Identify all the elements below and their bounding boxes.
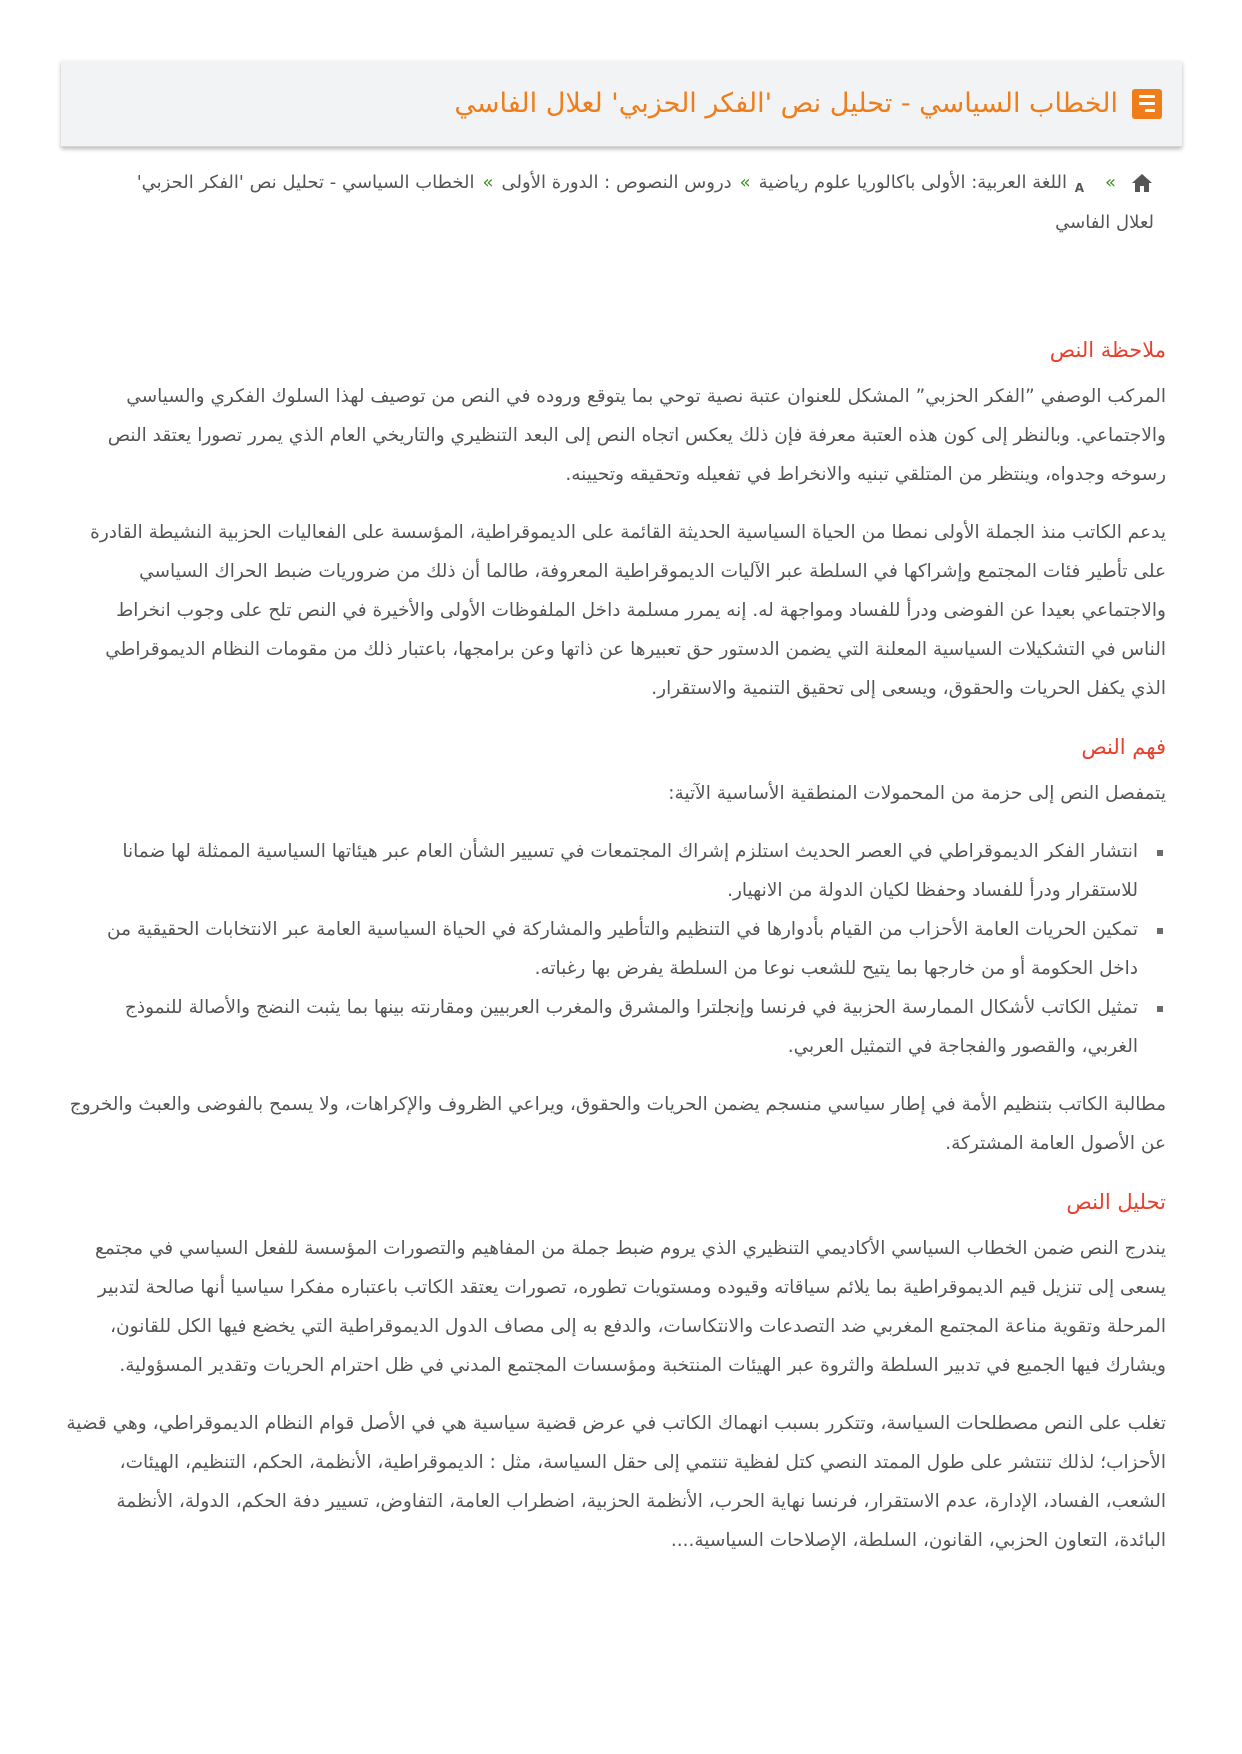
paragraph: يندرج النص ضمن الخطاب السياسي الأكاديمي التنظيري الذي يروم ضبط جملة من المفاهيم والتصورات المؤسسة للفعل السياسي في مجتمع يسعى إلى تنزيل قيم الديموقراطية بما يلائم سياقاته وقيوده ومستويات تطوره، تصورات يعتقد الكاتب باعتباره مفكرا سياسيا أنها صالحة لتدبير المرحلة وتقوية مناعة المجتمع المغربي ضد التصدعات والانتكاسات، والدفع به إلى مصاف الدول الديموقراطية التي يخضع فيها الكل للقانون، ويشارك فيها الجميع في تدبير السلطة والثروة عبر الهيئات المنتخبة ومؤسسات المجتمع المدني في ظل احترام الحريات وتقدير المسؤولية. [95, 1238, 1166, 1376]
section-heading-observation: ملاحظة النص [1049, 338, 1166, 362]
paragraph: المركب الوصفي ”الفكر الحزبي” المشكل للعنوان عتبة نصية توحي بما يتوقع وروده في النص من توصيف لهذا السلوك الفكري والسياسي والاجتماعي. وبالنظر إلى كون هذه العتبة معرفة فإن ذلك يعكس اتجاه النص إلى البعد التنظيري والتاريخي العام الذي يمرر تصورا يعتقد النص رسوخه وجدواه، وينتظر من المتلقي تبنيه والانخراط في تفعيله وتحقيقه وتحيينه. [107, 386, 1166, 485]
list-item: تمكين الحريات العامة الأحزاب من القيام بأدوارها في التنظيم والتأطير والمشاركة في الحياة السياسية العامة عبر الانتخابات الحقيقية من داخل الحكومة أو من خارجها بما يتيح للشعب نوعا من السلطة يفرض بها رغباته. [66, 910, 1138, 988]
svg-text:A: A [1074, 181, 1084, 194]
breadcrumb-separator: » [482, 172, 494, 193]
breadcrumb-item-current: الخطاب السياسي - تحليل نص 'الفكر الحزبي' لعلال الفاسي [136, 172, 1154, 233]
list-item: انتشار الفكر الديموقراطي في العصر الحديث استلزم إشراك المجتمعات في تسيير الشأن العام عبر هيئاتها السياسية الممثلة لها ضمانا للاستقرار ودرأ للفساد وحفظا لكيان الدولة من الانهيار. [66, 832, 1138, 910]
section-heading-analysis: تحليل النص [1066, 1190, 1166, 1214]
article-body [66, 330, 1166, 1579]
breadcrumb-item-subject[interactable]: اللغة العربية: الأولى باكالوريا علوم رياضية [758, 172, 1067, 193]
translate-icon [1073, 172, 1097, 194]
breadcrumb-separator: » [1104, 172, 1116, 193]
paragraph: يدعم الكاتب منذ الجملة الأولى نمطا من الحياة السياسية الحديثة القائمة على الديموقراطية، المؤسسة على الفعاليات الحزبية النشيطة القادرة على تأطير فئات المجتمع وإشراكها في السلطة عبر الآليات الديموقراطية المعروفة، طالما أن ذلك من ضروريات ضبط الحراك السياسي والاجتماعي بعيدا عن الفوضى ودرأ للفساد ومواجهة له. إنه يمرر مسلمة داخل الملفوظات الأولى والأخيرة في النص تلح على وجوب انخراط الناس في التشكيلات السياسية المعلنة التي يضمن الدستور حق تعبيرها عن ذاتها وعن برامجها، باعتبار ذلك من مقومات النظام الديموقراطي الذي يكفل الحريات والحقوق، ويسعى إلى تحقيق التنمية والاستقرار. [90, 522, 1166, 699]
paragraph: يتمفصل النص إلى حزمة من المحمولات المنطقية الأساسية الآتية: [668, 783, 1166, 804]
paragraph: مطالبة الكاتب بتنظيم الأمة في إطار سياسي منسجم يضمن الحريات والحقوق، ويراعي الظروف والإكراهات، ولا يسمح بالفوضى والعبث والخروج عن الأصول العامة المشتركة. [69, 1094, 1166, 1154]
breadcrumb-item-category[interactable]: دروس النصوص : الدورة الأولى [501, 172, 732, 193]
bullet-list [66, 832, 1166, 1066]
document-icon [1132, 89, 1162, 119]
breadcrumb-separator: » [739, 172, 751, 193]
home-icon[interactable] [1130, 172, 1154, 194]
page-header [61, 61, 1182, 147]
list-item: تمثيل الكاتب لأشكال الممارسة الحزبية في فرنسا وإنجلترا والمشرق والمغرب العربيين ومقارنته بينها بما يثبت النضج والأصالة للنموذج الغربي، والقصور والفجاجة في التمثيل العربي. [66, 988, 1138, 1066]
page-title: الخطاب السياسي - تحليل نص 'الفكر الحزبي' لعلال الفاسي [454, 88, 1118, 119]
paragraph: تغلب على النص مصطلحات السياسة، وتتكرر بسبب انهماك الكاتب في عرض قضية سياسية هي في الأصل قوام النظام الديموقراطي، وهي قضية الأحزاب؛ لذلك تنتشر على طول الممتد النصي كتل لفظية تنتمي إلى حقل السياسة، مثل : الديموقراطية، الأنظمة، الحكم، التنظيم، الهيئات، الشعب، الفساد، الإدارة، عدم الاستقرار، فرنسا نهاية الحرب، الأنظمة الحزبية، اضطراب العامة، التفاوض، تسيير دفة الحكم، الدولة، الأنظمة البائدة، التعاون الحزبي، القانون، السلطة، الإصلاحات السياسية.... [66, 1413, 1166, 1551]
breadcrumb [94, 163, 1154, 243]
section-heading-comprehension: فهم النص [1081, 735, 1166, 759]
